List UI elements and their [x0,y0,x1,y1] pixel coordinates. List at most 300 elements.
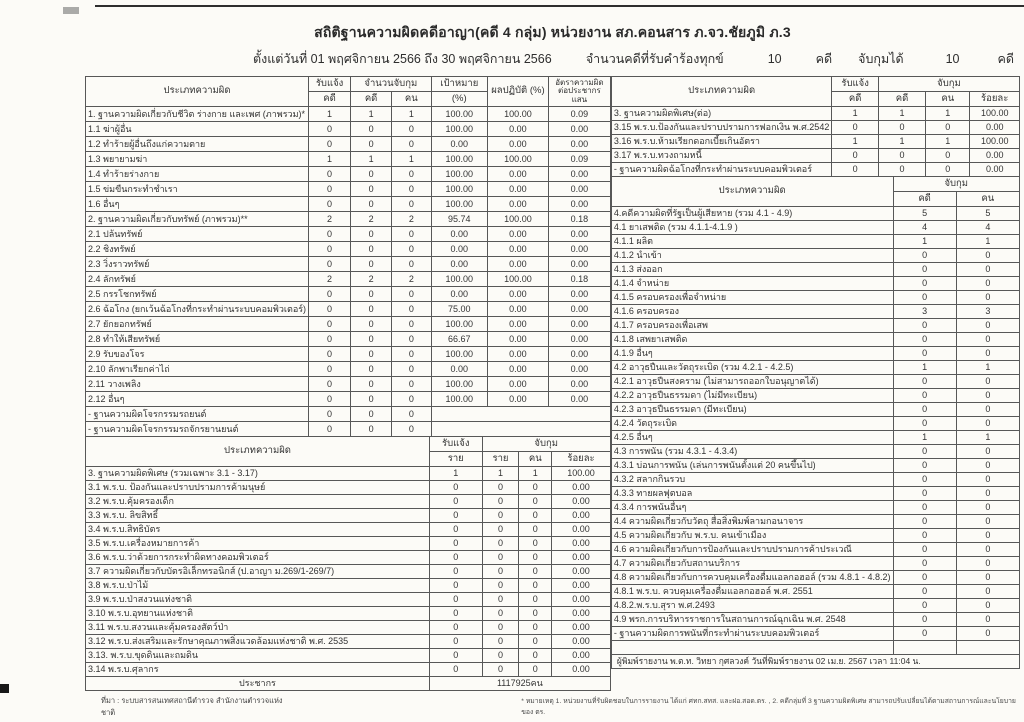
row-label: 3.2 พ.ร.บ.คุ้มครองเด็ก [86,495,430,509]
col-received-ray: ราย [429,452,482,467]
table-row [86,197,611,212]
table-row [611,361,1019,375]
table-row [611,641,1019,655]
table-row [86,272,611,287]
cell-value: 0 [956,417,1019,431]
cell-value: 0 [956,557,1019,571]
cell-value: 5 [893,207,956,221]
col-received: รับแจ้ง [832,77,879,92]
cell-value: 100.00 [431,272,487,287]
cell-value: 0 [956,529,1019,543]
row-label: 1.4 ทำร้ายร่างกาย [86,167,309,182]
col-arrest-person: คน [926,92,970,107]
cell-value: 0 [519,551,552,565]
cell-value: 0 [519,649,552,663]
row-label: - ฐานความผิดการพนันที่กระทำผ่านระบบคอมพิวเตอร์ [611,627,893,641]
table-body-section-3 [86,467,611,691]
tables-area [85,76,1020,691]
row-label: 3.13. พ.ร.บ.ขุดดินและถมดิน [86,649,430,663]
row-label: 4.1.3 ส่งออก [611,263,893,277]
cell-value: 0 [351,362,392,377]
cell-value: 100.00 [970,107,1020,121]
row-label: 3.14 พ.ร.บ.ศุลากร [86,663,430,677]
cell-value: 0 [893,473,956,487]
row-label: 3.11 พ.ร.บ.สงวนและคุ้มครองสัตว์ป่า [86,621,430,635]
row-label: 1.1 ฆ่าผู้อื่น [86,122,309,137]
cell-value: 0 [392,332,431,347]
table-row [611,403,1019,417]
table-row [611,207,1019,221]
cell-value: 0.00 [487,392,548,407]
cell-value: 0 [893,263,956,277]
cell-value: 0 [351,122,392,137]
cell-value: 0 [429,663,482,677]
row-label: 2.2 ชิงทรัพย์ [86,242,309,257]
cell-value: 1 [392,152,431,167]
cell-value: 0.00 [552,565,611,579]
cell-value: 0.00 [552,663,611,677]
date-range: ตั้งแต่วันที่ 01 พฤศจิกายน 2566 ถึง 30 พฤศจิกายน 2566 [253,52,552,66]
complaints-value: 10 [767,52,782,66]
table-row [611,235,1019,249]
row-label: ประชากร [86,677,430,691]
table-row [86,362,611,377]
cell-value: 0 [309,302,351,317]
cell-value: 0 [429,579,482,593]
table-row [86,302,611,317]
page-footer [85,695,1020,719]
cell-value: 0 [392,362,431,377]
cell-value: 0 [482,607,519,621]
row-label: 4.6 ความผิดเกี่ยวกับการป้องกันและปราบปรามการค้าประเวณี [611,543,893,557]
table-row [86,137,611,152]
scan-artifact-corner [0,684,9,693]
cell-value: 0 [893,599,956,613]
cell-value: 0.00 [552,509,611,523]
row-label: 2.1 ปล้นทรัพย์ [86,227,309,242]
row-label: 2.4 ลักทรัพย์ [86,272,309,287]
row-label: 4.1.2 นำเข้า [611,249,893,263]
row-label: 4.1.7 ครอบครองเพื่อเสพ [611,319,893,333]
cell-value: 0 [482,481,519,495]
cell-value: 0.00 [487,137,548,152]
right-table-column [611,76,1020,669]
col-rate-per-100k [548,77,610,107]
table-row [86,257,611,272]
cell-value: 0 [893,529,956,543]
scan-artifact-top-edge [95,5,1024,7]
cell-value: 0 [309,362,351,377]
cell-value: 0.00 [548,377,610,392]
table-row [611,557,1019,571]
cell-value: 0 [956,403,1019,417]
row-label: 3.1 พ.ร.บ. ป้องกันและปราบปรามการค้ามนุษย์ [86,481,430,495]
cell-value: 0.00 [487,302,548,317]
row-label: 3.16 พ.ร.บ.ห้ามเรียกดอกเบี้ยเกินอัตรา [611,135,831,149]
table-row [611,459,1019,473]
cell-value: 1 [832,107,879,121]
table-row [611,627,1019,641]
cell-value: 0.00 [487,167,548,182]
cell-value: 0 [893,627,956,641]
table-row [611,529,1019,543]
cell-value: 0 [893,557,956,571]
cell-value: 0.00 [487,122,548,137]
row-label: 4.1.6 ครอบครอง [611,305,893,319]
cell-value: 0 [956,375,1019,389]
row-label: 2.7 ยักยอกทรัพย์ [86,317,309,332]
cell-value: 3 [956,305,1019,319]
cell-value: 0 [351,377,392,392]
cell-value: 1 [351,152,392,167]
cell-value: 0.00 [552,481,611,495]
table-row [611,305,1019,319]
row-label: 4.8.1 พ.ร.บ. ควบคุมเครื่องดื่มแอลกอฮอล์ พ.ศ. 2551 [611,585,893,599]
col-arrest-case: คดี [878,92,925,107]
row-label: 2.12 อื่นๆ [86,392,309,407]
crime-table-left-section-3 [85,436,611,691]
cell-value: 0.00 [487,227,548,242]
cell-value: 0 [956,347,1019,361]
cell-value: 0.00 [552,523,611,537]
cell-value: 0 [309,317,351,332]
cell-value: 0.00 [487,332,548,347]
row-label: 3.15 พ.ร.บ.ป้องกันและปราบปรามการฟอกเงิน พ.ศ.2542 [611,121,831,135]
cell-value: 1 [429,467,482,481]
cell-value: 100.00 [431,197,487,212]
cell-value: 100.00 [431,167,487,182]
row-label: 3.9 พ.ร.บ.ป่าสงวนแห่งชาติ [86,593,430,607]
cell-value: 100.00 [487,212,548,227]
cell-value: 0 [956,291,1019,305]
cell-value: 0.00 [548,332,610,347]
cell-value: 2 [351,212,392,227]
table-header [611,177,1019,207]
table-row [86,152,611,167]
cell-value: 0 [519,537,552,551]
table-row [86,242,611,257]
cell-value: 0 [893,375,956,389]
cell-value: 0 [893,319,956,333]
row-label: 3.12 พ.ร.บ.ส่งเสริมและรักษาคุณภาพสิ่งแวดล้อมแห่งชาติ พ.ศ. 2535 [86,635,430,649]
col-received: รับแจ้ง [429,437,482,452]
cell-value: 0 [956,515,1019,529]
cell-value: 0.00 [487,377,548,392]
cell-value: 100.00 [487,272,548,287]
table-row [86,579,611,593]
row-label: 4.8 ความผิดเกี่ยวกับการควบคุมเครื่องดื่มแอลกอฮอล์ (รวม 4.8.1 - 4.8.2) [611,571,893,585]
cell-value: 0 [482,537,519,551]
cell-value: 0 [956,333,1019,347]
cell-value: 0.00 [548,287,610,302]
cell-value: 0 [956,459,1019,473]
cell-value: 0 [956,543,1019,557]
cell-value: 0 [309,377,351,392]
cell-value: 0 [392,137,431,152]
table-row [86,523,611,537]
table-row [86,107,611,122]
arrest-unit: คดี [997,52,1014,66]
table-row [611,487,1019,501]
cell-value: 0 [956,473,1019,487]
source-note: ที่มา : ระบบสารสนเทศสถานีตำรวจ สำนักงานตำรวจแห่งชาติ [101,696,283,717]
cell-value: 0 [519,579,552,593]
cell-value: 0 [956,585,1019,599]
table-row [86,537,611,551]
cell-value: 0.00 [548,242,610,257]
col-arrest-percent: ร้อยละ [970,92,1020,107]
report-content [85,0,1020,719]
cell-value: 0 [482,551,519,565]
cell-value: 0.00 [552,621,611,635]
row-label: 3. ฐานความผิดพิเศษ (รวมเฉพาะ 3.1 - 3.17) [86,467,430,481]
cell-value: 4 [893,221,956,235]
cell-value: 0.00 [548,317,610,332]
cell-value: 0.00 [548,392,610,407]
cell-value: 0 [392,392,431,407]
table-row [86,635,611,649]
row-label: 4.1.8 เสพยาเสพติด [611,333,893,347]
row-label: 1.2 ทำร้ายผู้อื่นถึงแก่ความตาย [86,137,309,152]
col-arrest-case: คดี [893,192,956,207]
cell-value: 0.00 [487,362,548,377]
table-row [611,655,1019,669]
table-row [611,135,1019,149]
cell-value [431,422,610,437]
cell-value: 0.00 [487,242,548,257]
cell-value: 0 [878,121,925,135]
cell-value: 0 [519,621,552,635]
col-offense-type: ประเภทความผิด [86,437,430,467]
cell-value: 0 [392,122,431,137]
row-label: 4.2.1 อาวุธปืนสงคราม (ไม่สามารถออกใบอนุญาตได้) [611,375,893,389]
cell-value: 0 [893,417,956,431]
cell-value: 100.00 [487,107,548,122]
table-body-section-3-cont [611,107,1019,177]
table-body-section-4 [611,207,1019,669]
table-row [611,543,1019,557]
cell-value: 0 [893,571,956,585]
cell-value: 100.00 [431,152,487,167]
col-received-case: คดี [309,92,351,107]
cell-value: 1 [309,107,351,122]
cell-value: 0 [429,607,482,621]
row-label: 4.3.1 บ่อนการพนัน (เล่นการพนันตั้งแต่ 20 คนขึ้นไป) [611,459,893,473]
cell-value: 0 [893,613,956,627]
row-label: 4.1.1 ผลิต [611,235,893,249]
cell-value: 0 [956,627,1019,641]
row-label: 4.3.2 สลากกินรวบ [611,473,893,487]
row-label: 3.10 พ.ร.บ.อุทยานแห่งชาติ [86,607,430,621]
cell-value: 0 [392,422,431,437]
cell-value: 0 [519,509,552,523]
cell-value: 0 [392,167,431,182]
cell-value: 2 [392,272,431,287]
col-offense-type: ประเภทความผิด [86,77,309,107]
table-row [86,481,611,495]
rate-line2: ต่อประชากรแสน [558,86,601,104]
row-label: 4.2.4 วัตถุระเบิด [611,417,893,431]
cell-value: 0 [893,487,956,501]
table-row [86,182,611,197]
row-label: 4.2.2 อาวุธปืนธรรมดา (ไม่มีทะเบียน) [611,389,893,403]
crime-table-right-section-4 [611,176,1020,669]
cell-value: 0.00 [487,347,548,362]
cell-value: 0 [392,257,431,272]
cell-value: 0 [351,197,392,212]
table-row [611,445,1019,459]
col-received-case: คดี [832,92,879,107]
cell-value: 0 [893,333,956,347]
table-row [86,649,611,663]
cell-value: 0 [392,227,431,242]
table-row [611,389,1019,403]
cell-value: 0 [309,242,351,257]
cell-value: 0 [482,579,519,593]
table-row [611,515,1019,529]
row-label: 4.3.4 การพนันอื่นๆ [611,501,893,515]
cell-value: 75.00 [431,302,487,317]
cell-value: 66.67 [431,332,487,347]
cell-value: 1 [893,361,956,375]
cell-value: 0 [429,523,482,537]
row-label: 2.5 กรรโชกทรัพย์ [86,287,309,302]
left-table-column [85,76,611,691]
arrest-label: จับกุมได้ [858,52,904,66]
table-row [611,249,1019,263]
row-label: - ฐานความผิดฉ้อโกงที่กระทำผ่านระบบคอมพิวเตอร์ [611,163,831,177]
cell-value: 0 [392,347,431,362]
cell-value: 0 [351,347,392,362]
cell-value: 0.00 [552,593,611,607]
cell-value: 0 [351,332,392,347]
table-row [611,149,1019,163]
cell-value: 0.00 [970,149,1020,163]
row-label [611,641,893,655]
cell-value: 0 [956,389,1019,403]
cell-value: 0 [429,565,482,579]
cell-value: 0.00 [548,362,610,377]
cell-value: 0 [351,422,392,437]
cell-value: 0 [893,501,956,515]
cell-value: 100.00 [431,107,487,122]
cell-value: 1 [956,361,1019,375]
cell-value: 0 [309,407,351,422]
table-body-sections-1-2 [86,107,611,437]
table-row [611,501,1019,515]
col-target-pct: (%) [431,92,487,107]
col-arrest: จับกุม [893,177,1020,192]
cell-value: 1 [926,107,970,121]
cell-value: 0.18 [548,272,610,287]
table-row [611,277,1019,291]
cell-value: 0 [519,565,552,579]
table-row [611,599,1019,613]
row-label: 2.6 ฉ้อโกง (ยกเว้นฉ้อโกงที่กระทำผ่านระบบคอมพิวเตอร์) [86,302,309,317]
cell-value: 0 [429,551,482,565]
cell-value: 0 [519,593,552,607]
cell-value: 1 [956,431,1019,445]
cell-value: 3 [893,305,956,319]
col-arrest: จับกุม [482,437,610,452]
cell-value: 0 [878,163,925,177]
cell-value: 0 [392,317,431,332]
cell-value: 0 [956,445,1019,459]
cell-value: 0 [309,137,351,152]
cell-value: 0.00 [548,122,610,137]
cell-value: 0.00 [431,257,487,272]
cell-value: 0 [878,149,925,163]
table-header [611,77,1019,107]
cell-value: 1 [926,135,970,149]
cell-value: 0 [832,121,879,135]
cell-value: 0 [392,407,431,422]
cell-value: 0.00 [548,347,610,362]
cell-value: 100.00 [431,317,487,332]
cell-value: 0 [482,593,519,607]
cell-value: 100.00 [431,182,487,197]
row-label: 4.2 อาวุธปืนและวัตถุระเบิด (รวม 4.2.1 - 4.2.5) [611,361,893,375]
cell-value: 0 [956,599,1019,613]
table-row [611,291,1019,305]
cell-value: 0 [392,197,431,212]
col-arrest: จับกุม [878,77,1019,92]
cell-value: 0.00 [552,635,611,649]
cell-value: 0 [309,122,351,137]
crime-table-right-section-3-cont [611,76,1020,177]
col-performance: ผลปฏิบัติ (%) [487,77,548,107]
col-arrest-ray: ราย [482,452,519,467]
cell-value: 1 [893,235,956,249]
cell-value: 0 [429,537,482,551]
cell-value: 0 [956,487,1019,501]
cell-value: 0.00 [552,551,611,565]
table-row [611,263,1019,277]
cell-value: 100.00 [970,135,1020,149]
cell-value: 0.09 [548,107,610,122]
cell-value: 0.00 [431,242,487,257]
cell-value: 100.00 [552,467,611,481]
cell-value: 0 [309,332,351,347]
cell-value: 0 [482,663,519,677]
col-arrest-person: คน [392,92,431,107]
cell-value: 95.74 [431,212,487,227]
col-arrest-total: จำนวนจับกุม [351,77,432,92]
remark-note: * หมายเหตุ 1. หน่วยงานที่รับผิดชอบในการรายงาน ได้แก่ ศทก.สทส. และฝอ.สอด.ตร. , 2. คดีกลุ่มที่ 3 ฐานความผิดพิเศษ สามารถปรับเปลี่ยนได้ตามสถานการณ์และนโยบายของ ตร. [521,698,1016,716]
cell-value: 0 [351,257,392,272]
cell-value: 0 [429,593,482,607]
cell-value: 100.00 [431,122,487,137]
cell-value: 0.00 [552,495,611,509]
row-label: 3. ฐานความผิดพิเศษ(ต่อ) [611,107,831,121]
cell-value: 0 [956,501,1019,515]
report-meta-row [85,49,1020,69]
row-label: 1.6 อื่นๆ [86,197,309,212]
summary-stats [586,49,1014,69]
cell-value: 0 [482,621,519,635]
cell-value: 0 [956,249,1019,263]
col-arrest-percent: ร้อยละ [552,452,611,467]
cell-value: 0 [519,523,552,537]
row-label: 4.1.5 ครอบครองเพื่อจำหน่าย [611,291,893,305]
cell-value: 100.00 [431,347,487,362]
cell-value: 0.18 [548,212,610,227]
cell-value: 0 [926,121,970,135]
cell-value: 0.00 [487,182,548,197]
cell-value: 0 [893,585,956,599]
row-label: 4.8.2.พ.ร.บ.สุรา พ.ศ.2493 [611,599,893,613]
table-row [86,551,611,565]
